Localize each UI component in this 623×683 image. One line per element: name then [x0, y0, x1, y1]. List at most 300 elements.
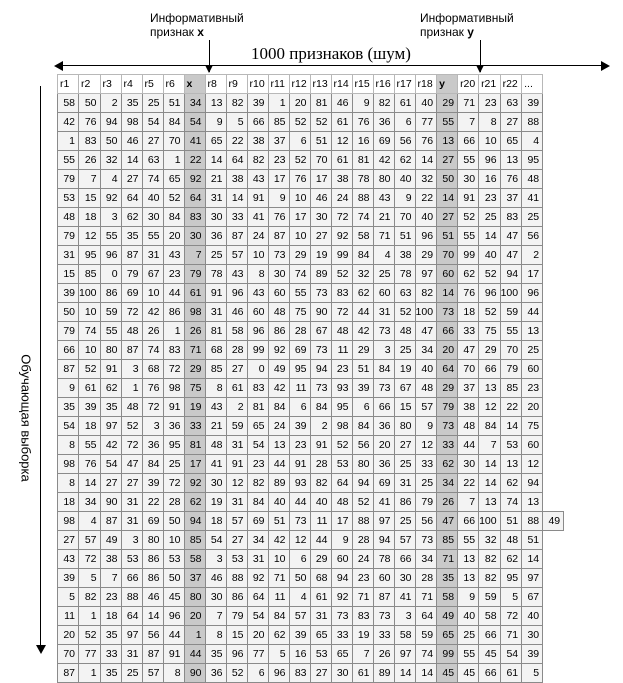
table-cell: 73 [310, 284, 331, 303]
table-cell: 28 [289, 322, 310, 341]
table-cell: 25 [142, 94, 163, 113]
table-cell: 82 [226, 94, 247, 113]
table-cell: 54 [205, 531, 226, 550]
table-cell: 39 [79, 398, 101, 417]
table-cell: 25 [121, 664, 142, 683]
callout-y-line2: признак [420, 25, 464, 39]
table-cell: 32 [100, 151, 121, 170]
table-cell: 64 [121, 607, 142, 626]
table-cell: 38 [100, 550, 121, 569]
table-cell: 72 [121, 436, 142, 455]
table-cell: 71 [373, 227, 394, 246]
table-cell: 3 [373, 341, 394, 360]
table-cell: 24 [352, 550, 373, 569]
table-cell: 42 [58, 113, 79, 132]
table-cell: 91 [163, 398, 184, 417]
table-cell: 39 [58, 284, 79, 303]
table-cell: 8 [58, 436, 79, 455]
table-cell: 22 [184, 151, 205, 170]
table-cell: 43 [247, 170, 268, 189]
column-header: r12 [289, 75, 310, 94]
table-cell: 94 [331, 569, 352, 588]
column-header: r5 [142, 75, 163, 94]
table-cell: 59 [100, 303, 121, 322]
table-cell: 96 [479, 151, 501, 170]
table-cell: 33 [184, 417, 205, 436]
table-cell: 73 [310, 379, 331, 398]
table-row [58, 550, 564, 569]
table-cell: 74 [79, 322, 101, 341]
table-cell: 61 [331, 113, 352, 132]
table-cell: 40 [479, 246, 501, 265]
table-cell: 58 [58, 94, 79, 113]
table-cell: 85 [500, 379, 522, 398]
table-cell: 6 [247, 664, 268, 683]
table-cell: 24 [247, 227, 268, 246]
table-cell: 59 [479, 588, 501, 607]
table-cell: 91 [247, 189, 268, 208]
table-cell: 73 [331, 607, 352, 626]
table-cell: 97 [415, 265, 437, 284]
table-cell: 41 [184, 132, 205, 151]
table-cell: 6 [394, 113, 415, 132]
table-row [58, 151, 564, 170]
table-row [58, 322, 564, 341]
table-cell: 80 [373, 170, 394, 189]
table-cell: 10 [289, 227, 310, 246]
table-cell: 53 [163, 550, 184, 569]
table-cell: 35 [100, 398, 121, 417]
table-row [58, 113, 564, 132]
table-cell: 19 [352, 626, 373, 645]
table-cell: 62 [458, 265, 479, 284]
table-cell: 98 [58, 512, 79, 531]
table-cell: 12 [331, 132, 352, 151]
table-cell: 96 [522, 284, 543, 303]
table-row [58, 341, 564, 360]
table-cell: 81 [247, 398, 268, 417]
table-cell: 48 [415, 379, 437, 398]
table-cell: 94 [522, 474, 543, 493]
table-cell: 43 [58, 550, 79, 569]
table-row [58, 189, 564, 208]
table-cell: 27 [226, 360, 247, 379]
table-cell: 87 [58, 360, 79, 379]
table-cell: 51 [394, 227, 415, 246]
table-cell: 95 [79, 246, 101, 265]
table-cell: 65 [205, 132, 226, 151]
table-cell: 49 [100, 531, 121, 550]
table-cell: 96 [268, 664, 289, 683]
table-cell: 12 [522, 455, 543, 474]
column-header: r14 [331, 75, 352, 94]
table-cell: 97 [100, 417, 121, 436]
table-cell: 4 [373, 246, 394, 265]
table-cell: 66 [58, 341, 79, 360]
table-cell: 10 [289, 189, 310, 208]
table-cell: 73 [373, 607, 394, 626]
table-cell: 27 [310, 664, 331, 683]
table-cell: 13 [500, 455, 522, 474]
table-cell: 17 [310, 170, 331, 189]
table-cell: 60 [522, 360, 543, 379]
table-cell: 15 [79, 189, 101, 208]
table-cell: 30 [458, 455, 479, 474]
table-cell: 75 [522, 417, 543, 436]
table-cell: 39 [289, 626, 310, 645]
column-header: r11 [268, 75, 289, 94]
table-cell: 92 [184, 474, 205, 493]
table-cell: 42 [268, 379, 289, 398]
table-cell: 1 [268, 94, 289, 113]
table-cell: 71 [458, 94, 479, 113]
table-cell: 60 [522, 436, 543, 455]
table-cell: 22 [500, 398, 522, 417]
column-header: r1 [58, 75, 79, 94]
table-cell: 59 [415, 626, 437, 645]
table-cell: 25 [394, 512, 415, 531]
table-cell: 48 [205, 436, 226, 455]
table-cell: 52 [121, 417, 142, 436]
table-cell: 61 [79, 379, 101, 398]
table-cell: 70 [500, 341, 522, 360]
table-cell: 50 [100, 132, 121, 151]
table-cell: 1 [79, 664, 101, 683]
table-cell: 12 [289, 531, 310, 550]
table-cell: 8 [205, 379, 226, 398]
table-cell: 100 [500, 284, 522, 303]
table-cell: 73 [437, 417, 458, 436]
table-cell: 43 [205, 398, 226, 417]
table-cell: 47 [500, 227, 522, 246]
table-cell: 71 [415, 588, 437, 607]
table-cell: 10 [247, 246, 268, 265]
table-cell: 27 [226, 531, 247, 550]
callout-x-line2: признак [150, 25, 194, 39]
table-cell: 39 [352, 379, 373, 398]
table-cell: 82 [479, 550, 501, 569]
table-cell: 70 [437, 246, 458, 265]
table-cell: 20 [289, 94, 310, 113]
table-cell: 33 [100, 645, 121, 664]
table-cell: 21 [373, 208, 394, 227]
table-cell: 10 [268, 550, 289, 569]
table-cell: 84 [142, 455, 163, 474]
table-cell: 73 [373, 379, 394, 398]
table-cell: 76 [458, 284, 479, 303]
table-cell: 62 [352, 284, 373, 303]
table-cell: 92 [268, 341, 289, 360]
table-cell: 58 [184, 550, 205, 569]
table-cell: 93 [289, 474, 310, 493]
table-cell: 71 [184, 341, 205, 360]
table-cell: 42 [268, 531, 289, 550]
table-cell: 56 [394, 132, 415, 151]
table-cell: 58 [352, 227, 373, 246]
table-cell: 7 [100, 569, 121, 588]
table-cell: 38 [331, 170, 352, 189]
table-cell: 54 [500, 645, 522, 664]
table-cell: 3 [100, 208, 121, 227]
table-cell: 92 [331, 588, 352, 607]
table-cell: 30 [205, 208, 226, 227]
table-cell: 9 [268, 189, 289, 208]
table-row [58, 398, 564, 417]
table-cell: 20 [247, 626, 268, 645]
table-cell: 8 [247, 265, 268, 284]
table-cell: 82 [415, 284, 437, 303]
table-cell: 13 [458, 569, 479, 588]
table-cell: 17 [289, 208, 310, 227]
table-cell: 55 [458, 151, 479, 170]
table-cell: 21 [205, 170, 226, 189]
table-cell: 27 [394, 436, 415, 455]
table-cell: 66 [437, 322, 458, 341]
table-cell: 49 [543, 512, 564, 531]
table-cell: 68 [142, 360, 163, 379]
table-cell: 9 [415, 417, 437, 436]
table-cell: 67 [394, 379, 415, 398]
table-cell: 39 [58, 569, 79, 588]
table-cell: 35 [121, 94, 142, 113]
table-cell: 22 [458, 474, 479, 493]
table-cell: 24 [268, 417, 289, 436]
table-cell: 39 [522, 94, 543, 113]
table-cell: 0 [247, 360, 268, 379]
table-cell: 52 [458, 208, 479, 227]
table-cell: 48 [121, 398, 142, 417]
table-cell: 92 [331, 227, 352, 246]
table-cell: 42 [373, 151, 394, 170]
table-cell: 83 [184, 208, 205, 227]
table-cell: 14 [479, 455, 501, 474]
table-cell: 54 [142, 113, 163, 132]
table-cell: 81 [310, 94, 331, 113]
table-cell: 55 [79, 436, 101, 455]
table-cell: 1 [121, 379, 142, 398]
table-cell: 46 [310, 189, 331, 208]
table-cell: 44 [522, 303, 543, 322]
table-cell: 84 [352, 417, 373, 436]
table-cell: 7 [184, 246, 205, 265]
table-cell: 16 [352, 132, 373, 151]
table-cell: 34 [415, 550, 437, 569]
table-cell: 32 [352, 265, 373, 284]
table-cell: 10 [142, 284, 163, 303]
table-cell: 57 [226, 512, 247, 531]
table-row [58, 208, 564, 227]
table-cell: 58 [226, 322, 247, 341]
column-header: ... [522, 75, 543, 94]
table-cell: 83 [331, 284, 352, 303]
table-cell: 41 [522, 189, 543, 208]
vertical-arrow [40, 86, 41, 646]
table-cell: 64 [437, 360, 458, 379]
table-cell: 31 [121, 512, 142, 531]
table-cell: 65 [437, 626, 458, 645]
table-cell: 9 [458, 588, 479, 607]
table-cell: 73 [289, 512, 310, 531]
table-cell: 57 [289, 607, 310, 626]
table-cell: 27 [310, 227, 331, 246]
table-cell: 28 [415, 569, 437, 588]
table-cell: 35 [437, 569, 458, 588]
callout-informative-x [150, 11, 244, 39]
table-cell: 6 [352, 398, 373, 417]
table-row [58, 417, 564, 436]
table-cell: 25 [163, 455, 184, 474]
table-cell: 94 [352, 474, 373, 493]
table-cell: 53 [500, 436, 522, 455]
table-cell: 79 [437, 398, 458, 417]
table-cell: 36 [205, 664, 226, 683]
table-cell: 20 [163, 227, 184, 246]
table-cell: 33 [373, 626, 394, 645]
table-cell: 91 [289, 455, 310, 474]
table-cell: 40 [522, 607, 543, 626]
table-cell: 78 [373, 550, 394, 569]
table-row [58, 94, 564, 113]
table-cell: 62 [500, 550, 522, 569]
table-cell: 58 [394, 626, 415, 645]
callout-y-var: y [467, 25, 474, 39]
table-cell: 93 [331, 379, 352, 398]
table-cell: 5 [226, 113, 247, 132]
table-cell: 14 [479, 227, 501, 246]
table-cell: 44 [163, 284, 184, 303]
table-cell: 34 [437, 474, 458, 493]
table-cell: 19 [205, 493, 226, 512]
table-cell: 75 [289, 303, 310, 322]
table-cell: 28 [352, 531, 373, 550]
table-cell: 91 [458, 189, 479, 208]
table-cell: 46 [205, 569, 226, 588]
table-cell: 76 [142, 379, 163, 398]
table-cell: 82 [310, 474, 331, 493]
table-cell: 4 [289, 588, 310, 607]
table-cell: 96 [100, 246, 121, 265]
table-cell: 6 [289, 398, 310, 417]
table-cell: 72 [331, 303, 352, 322]
table-cell: 60 [268, 284, 289, 303]
column-header: r9 [226, 75, 247, 94]
table-cell: 47 [121, 455, 142, 474]
table-cell: 36 [373, 113, 394, 132]
table-cell: 45 [479, 645, 501, 664]
table-cell: 12 [479, 398, 501, 417]
table-cell: 53 [226, 550, 247, 569]
table-cell: 55 [100, 322, 121, 341]
table-cell: 62 [184, 493, 205, 512]
table-cell: 39 [247, 94, 268, 113]
table-cell: 27 [100, 474, 121, 493]
table-cell: 11 [310, 512, 331, 531]
table-cell: 30 [142, 208, 163, 227]
column-header: r22 [500, 75, 522, 94]
table-cell: 64 [331, 474, 352, 493]
table-cell: 12 [415, 436, 437, 455]
table-cell: 53 [121, 550, 142, 569]
table-cell: 76 [79, 113, 101, 132]
table-cell: 55 [458, 227, 479, 246]
table-cell: 36 [142, 436, 163, 455]
table-cell: 64 [247, 588, 268, 607]
table-row [58, 265, 564, 284]
table-row [58, 246, 564, 265]
table-cell: 83 [247, 379, 268, 398]
table-cell: 28 [163, 493, 184, 512]
table-cell: 86 [142, 569, 163, 588]
table-cell: 80 [394, 417, 415, 436]
table-cell: 2 [226, 398, 247, 417]
table-cell: 80 [100, 341, 121, 360]
table-cell: 86 [226, 588, 247, 607]
table-cell: 18 [79, 417, 101, 436]
table-cell: 61 [226, 379, 247, 398]
table-cell: 88 [121, 588, 142, 607]
table-cell: 71 [437, 550, 458, 569]
table-cell: 18 [58, 493, 79, 512]
table-cell: 40 [394, 170, 415, 189]
table-cell: 4 [522, 132, 543, 151]
table-cell: 79 [500, 360, 522, 379]
table-cell: 10 [79, 341, 101, 360]
table-cell: 30 [394, 569, 415, 588]
table-cell: 25 [458, 626, 479, 645]
table-cell: 23 [163, 265, 184, 284]
table-cell: 87 [142, 645, 163, 664]
table-cell: 31 [205, 303, 226, 322]
table-cell: 14 [226, 189, 247, 208]
table-cell: 72 [121, 303, 142, 322]
table-cell: 44 [310, 531, 331, 550]
table-cell: 57 [142, 664, 163, 683]
table-cell: 50 [79, 94, 101, 113]
table-cell: 19 [394, 360, 415, 379]
table-cell: 95 [500, 569, 522, 588]
table-cell: 85 [437, 531, 458, 550]
table-cell: 27 [58, 531, 79, 550]
table-cell: 84 [163, 113, 184, 132]
table-cell: 52 [352, 493, 373, 512]
table-cell: 50 [163, 512, 184, 531]
table-cell: 74 [352, 208, 373, 227]
table-cell: 13 [205, 94, 226, 113]
table-cell: 23 [100, 588, 121, 607]
table-row [58, 284, 564, 303]
column-header: r17 [394, 75, 415, 94]
table-cell: 94 [373, 531, 394, 550]
table-cell: 9 [205, 113, 226, 132]
table-cell: 8 [163, 664, 184, 683]
table-cell: 3 [394, 607, 415, 626]
table-row [58, 436, 564, 455]
table-cell: 1 [184, 626, 205, 645]
table-cell: 95 [289, 360, 310, 379]
table-cell: 29 [310, 550, 331, 569]
table-cell: 9 [331, 531, 352, 550]
table-cell: 42 [142, 303, 163, 322]
table-cell: 91 [205, 284, 226, 303]
table-cell: 39 [522, 645, 543, 664]
table-cell: 73 [415, 531, 437, 550]
table-cell: 66 [247, 113, 268, 132]
table-cell: 14 [479, 474, 501, 493]
table-cell: 85 [268, 113, 289, 132]
table-cell: 88 [226, 569, 247, 588]
table-cell: 21 [205, 417, 226, 436]
table-cell: 61 [184, 284, 205, 303]
